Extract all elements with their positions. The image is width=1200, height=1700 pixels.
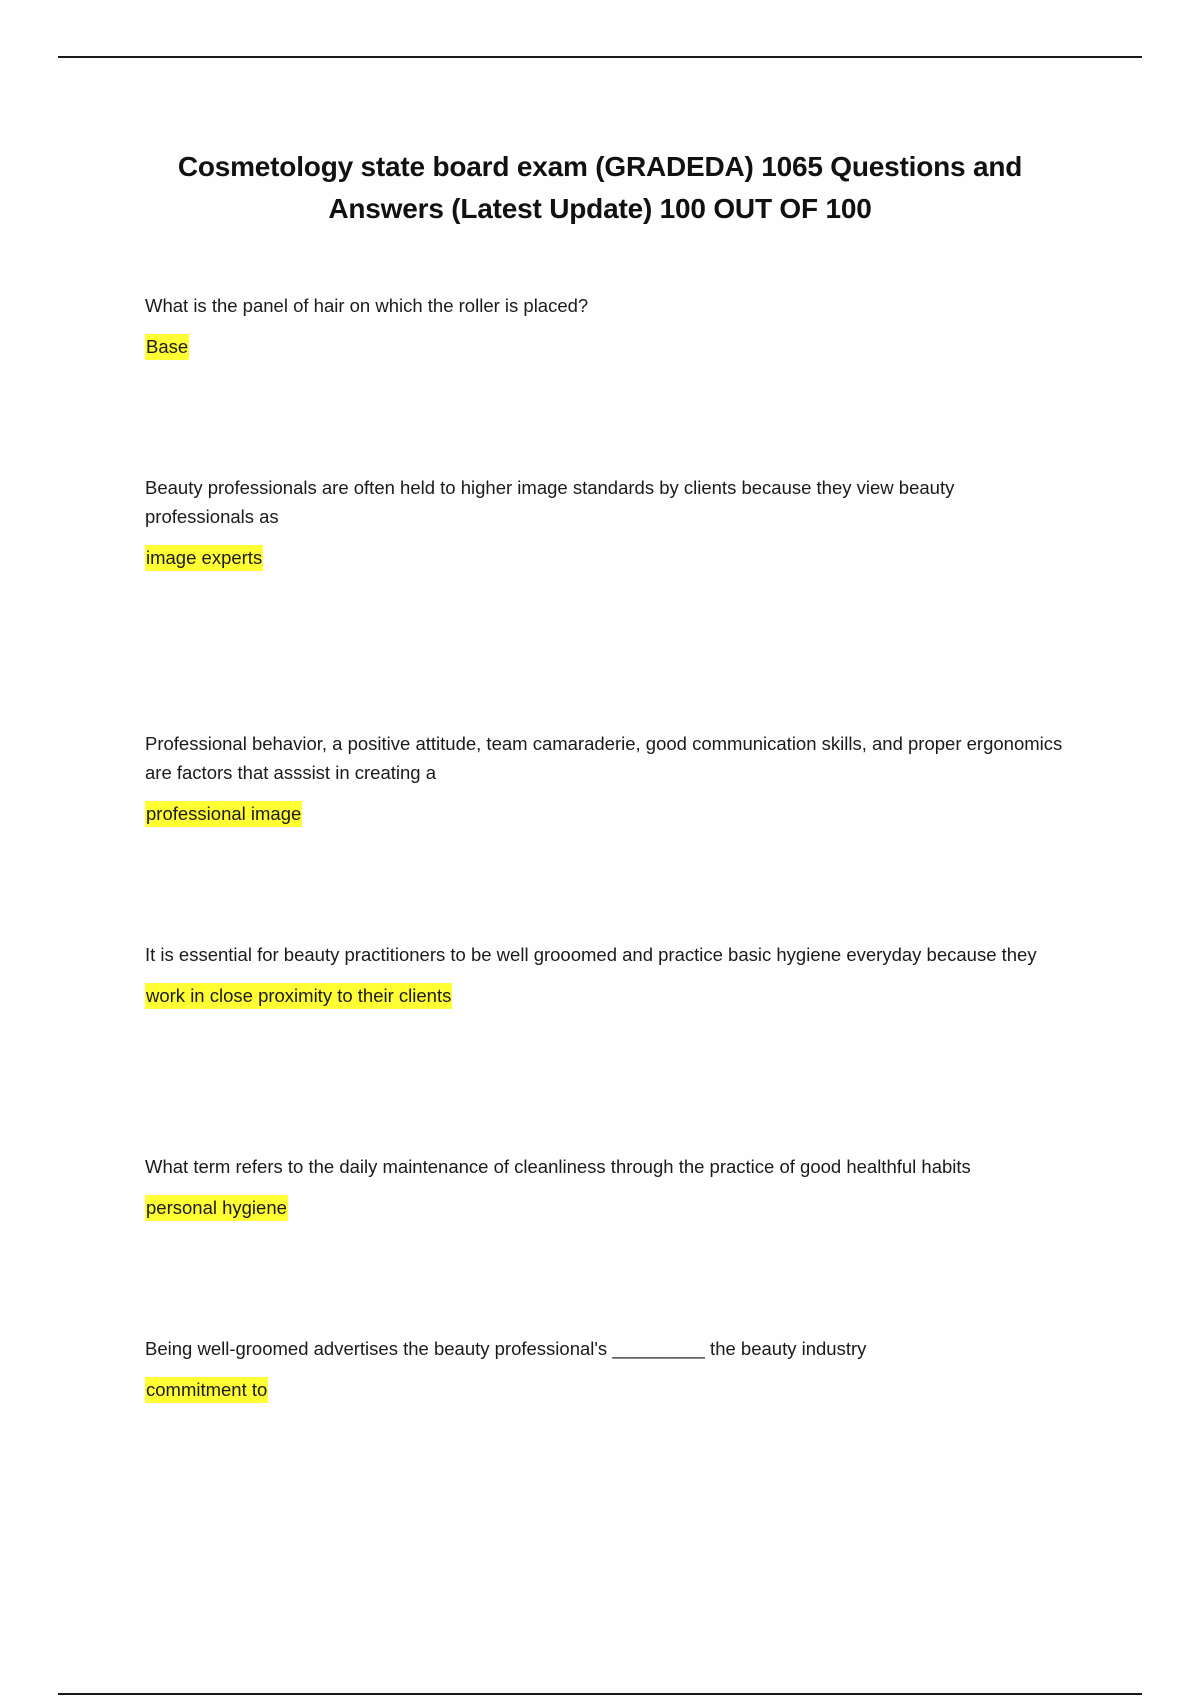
highlighted-answer: Base <box>145 334 189 360</box>
qa-item <box>145 940 1100 1011</box>
top-divider <box>58 56 1142 58</box>
qa-item <box>145 1334 1095 1405</box>
bottom-divider <box>58 1693 1142 1695</box>
question-text: Beauty professionals are often held to higher image standards by clients because they view beauty professionals as <box>145 477 955 527</box>
title-line-2: Answers (Latest Update) 100 OUT OF 100 <box>328 193 872 224</box>
highlighted-answer: personal hygiene <box>145 1195 288 1221</box>
question-text: Being well-groomed advertises the beauty professional's _________ the beauty industry <box>145 1338 867 1359</box>
highlighted-answer: image experts <box>145 545 263 571</box>
highlighted-answer: work in close proximity to their clients <box>145 983 452 1009</box>
question-text: What is the panel of hair on which the roller is placed? <box>145 295 589 316</box>
qa-item <box>145 291 1095 362</box>
highlighted-answer: professional image <box>145 801 302 827</box>
question-text: What term refers to the daily maintenance of cleanliness through the practice of good healthful habits <box>145 1156 971 1177</box>
highlighted-answer: commitment to <box>145 1377 268 1403</box>
document-title <box>100 146 1100 230</box>
question-text: Professional behavior, a positive attitude, team camaraderie, good communication skills, and proper ergonomics are factors that asssist in creating a <box>145 733 1063 783</box>
question-text: It is essential for beauty practitioners to be well grooomed and practice basic hygiene everyday because they <box>145 944 1037 965</box>
qa-item <box>145 1152 1125 1223</box>
qa-item <box>145 729 1070 829</box>
title-line-1: Cosmetology state board exam (GRADEDA) 1065 Questions and <box>177 151 1023 182</box>
qa-item <box>145 473 1045 573</box>
